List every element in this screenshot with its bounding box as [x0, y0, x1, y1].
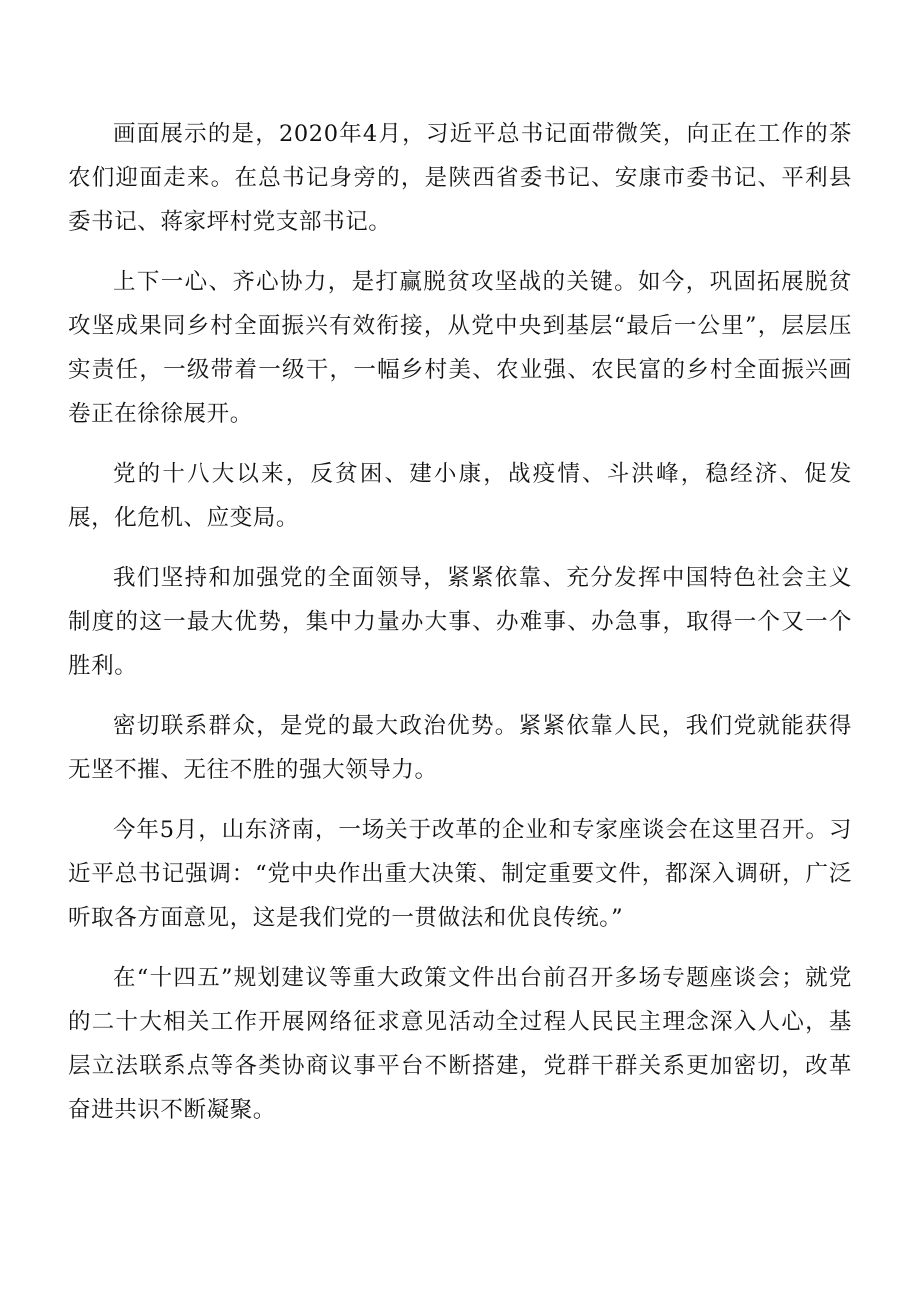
- document-body: [68, 112, 852, 1148]
- paragraph: 上下一心、齐心协力，是打赢脱贫攻坚战的关键。如今，巩固拓展脱贫攻坚成果同乡村全面振兴有效衔接，从党中央到基层“最后一公里”，层层压实责任，一级带着一级干，一幅乡村美、农业强、农民富的乡村全面振兴画卷正在徐徐展开。: [68, 269, 852, 427]
- paragraph: 党的十八大以来，反贫困、建小康，战疫情、斗洪峰，稳经济、促发展，化危机、应变局。: [68, 461, 852, 531]
- paragraph: 今年5月，山东济南，一场关于改革的企业和专家座谈会在这里召开。习近平总书记强调：“党中央作出重大决策、制定重要文件，都深入调研，广泛听取各方面意见，这是我们党的一贯做法和优良传统。”: [68, 817, 852, 931]
- paragraph: 在“十四五”规划建议等重大政策文件出台前召开多场专题座谈会；就党的二十大相关工作开展网络征求意见活动全过程人民民主理念深入人心，基层立法联系点等各类协商议事平台不断搭建，党群干群关系更加密切，改革奋进共识不断凝聚。: [68, 965, 852, 1123]
- paragraph: 我们坚持和加强党的全面领导，紧紧依靠、充分发挥中国特色社会主义制度的这一最大优势，集中力量办大事、办难事、办急事，取得一个又一个胜利。: [68, 565, 852, 679]
- paragraph: 密切联系群众，是党的最大政治优势。紧紧依靠人民，我们党就能获得无坚不摧、无往不胜的强大领导力。: [68, 713, 852, 783]
- paragraph: 画面展示的是，2020年4月，习近平总书记面带微笑，向正在工作的茶农们迎面走来。在总书记身旁的，是陕西省委书记、安康市委书记、平利县委书记、蒋家坪村党支部书记。: [68, 121, 852, 235]
